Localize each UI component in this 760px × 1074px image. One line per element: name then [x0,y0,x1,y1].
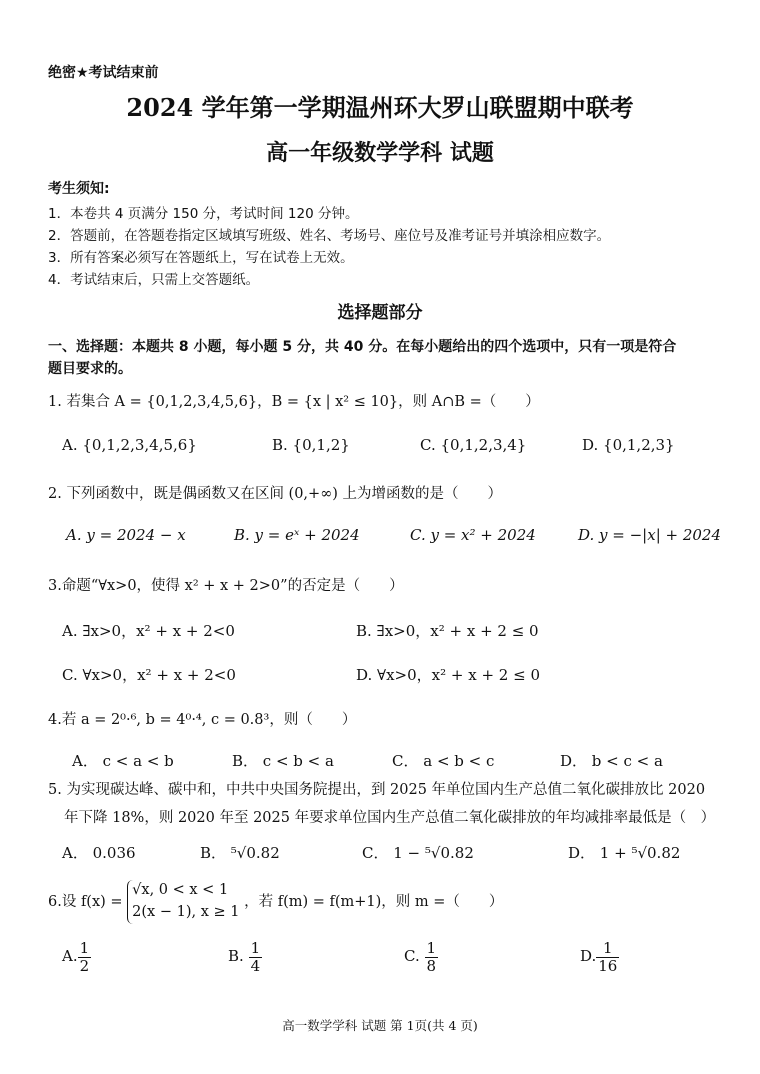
notice-item: 4．考试结束后，只需上交答题纸。 [48,272,260,288]
question-3-option-d: D. ∀x>0，x² + x + 2 ≤ 0 [356,666,540,684]
notice-heading: 考生须知: [48,181,110,197]
question-4-option-d: D． b < c < a [560,752,663,770]
piecewise-function [127,880,239,924]
question-5-option-b: B． ⁵√0.82 [200,844,280,862]
question-2-option-c: C. y = x² + 2024 [410,526,536,544]
confidential-mark: 绝密★考试结束前 [48,65,159,81]
fraction-numerator: 1 [426,939,437,957]
question-6-option-b [228,940,262,974]
notice-item: 1．本卷共 4 页满分 150 分，考试时间 120 分钟。 [48,206,359,222]
question-1-option-c: C. {0,1,2,3,4} [420,436,527,454]
option-label: D. [580,947,597,965]
fraction-denominator: 4 [250,956,261,975]
question-5-option-d: D． 1 + ⁵√0.82 [568,844,681,862]
fraction-denominator: 8 [426,956,437,975]
fraction-numerator: 1 [250,939,261,957]
question-5-option-c: C． 1 − ⁵√0.82 [362,844,474,862]
fraction [78,940,92,974]
question-6-option-c [404,940,438,974]
piecewise-branch-1: √x, 0 < x < 1 [132,882,229,898]
question-3-option-c: C. ∀x>0，x² + x + 2<0 [62,666,236,684]
question-1-option-b: B. {0,1,2} [272,436,350,454]
fraction-numerator: 1 [596,940,619,958]
option-label: B. [228,947,244,965]
fraction-denominator: 2 [79,956,90,975]
question-6-stem-suffix: ，若 f(m) = f(m+1)，则 m =（ ） [244,893,504,910]
exam-subtitle: 高一年级数学学科 试题 [266,140,494,166]
question-6-option-d [580,940,619,974]
section-heading: 选择题部分 [337,303,423,323]
question-2-option-d: D. y = −|x| + 2024 [578,526,722,544]
question-3-option-b: B. ∃x>0，x² + x + 2 ≤ 0 [356,622,539,640]
question-5-option-a: A． 0.036 [62,844,136,862]
question-1-option-a: A. {0,1,2,3,4,5,6} [62,436,197,454]
question-2-option-b: B. y = eˣ + 2024 [234,526,360,544]
fraction [425,940,439,974]
question-1-option-d: D. {0,1,2,3} [582,436,675,454]
question-3-option-a: A. ∃x>0，x² + x + 2<0 [62,622,235,640]
option-label: A. [62,947,78,965]
question-6-option-a [62,940,91,974]
question-4-option-a: A． c < a < b [72,752,174,770]
fraction-denominator: 16 [598,956,618,975]
question-6-stem-prefix: 6.设 f(x) = [48,893,123,910]
piecewise-branch-2: 2(x − 1), x ≥ 1 [132,903,240,920]
section-instruction: 一、选择题：本题共 8 小题，每小题 5 分，共 40 分。在每小题给出的四个选项中，只有一项是符合 [48,339,677,355]
notice-item: 3．所有答案必须写在答题纸上，写在试卷上无效。 [48,250,354,266]
notice-item: 2．答题前，在答题卷指定区域填写班级、姓名、考场号、座位号及准考证号并填涂相应数字。 [48,228,611,244]
question-6-stem [48,880,503,924]
question-4-option-c: C． a < b < c [392,752,495,770]
question-1-stem: 1. 若集合 A = {0,1,2,3,4,5,6}，B = {x | x² ≤ 10}，则 A∩B =（ ） [48,394,540,410]
section-instruction-cont: 题目要求的。 [48,361,132,377]
option-label: C. [404,947,420,965]
question-3-stem: 3.命题“∀x>0，使得 x² + x + 2>0”的否定是（ ） [48,578,404,594]
question-2-stem: 2. 下列函数中，既是偶函数又在区间 (0,+∞) 上为增函数的是（ ） [48,486,503,502]
question-5-stem-cont: 年下降 18%，则 2020 年至 2025 年要求单位国内生产总值二氧化碳排放的年均减排率最低是（ ） [64,810,716,826]
question-4-stem: 4.若 a = 2⁰·⁶, b = 4⁰·⁴, c = 0.8³，则（ ） [48,712,357,728]
exam-title: 2024 学年第一学期温州环大罗山联盟期中联考 [126,93,634,122]
question-2-option-a: A. y = 2024 − x [66,526,186,544]
question-4-option-b: B． c < b < a [232,752,334,770]
fraction [596,940,619,974]
fraction-numerator: 1 [79,939,90,957]
fraction [249,940,263,974]
page-footer: 高一数学学科 试题 第 1页(共 4 页) [282,1018,478,1033]
question-5-stem: 5. 为实现碳达峰、碳中和，中共中央国务院提出，到 2025 年单位国内生产总值二氧化碳排放比 2020 [48,782,706,798]
